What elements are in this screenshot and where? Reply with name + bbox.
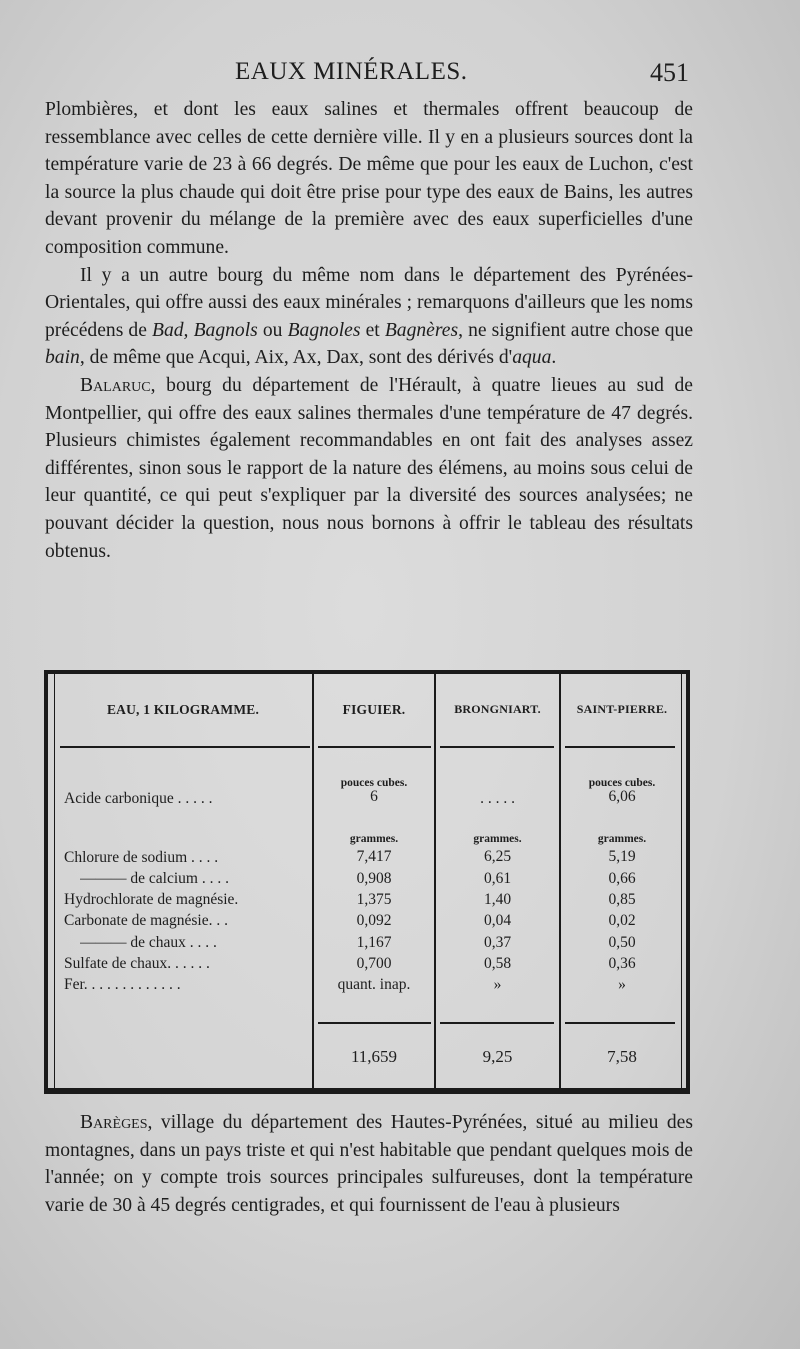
analysis-table — [44, 670, 690, 1094]
total-rule-c2 — [440, 1022, 554, 1024]
row-label-chlorure-sodium: Chlorure de sodium . . . . — [64, 849, 219, 866]
total-saint-pierre: 7,58 — [607, 1047, 637, 1066]
value-saint-pierre-chlorure-sodium: 5,19 — [608, 848, 636, 865]
row-label-sulfate-chaux: Sulfate de chaux. . . . . . — [64, 955, 210, 972]
value-brongniart-carbonate-chaux: 0,37 — [483, 934, 512, 951]
header-rule-c2 — [440, 746, 554, 748]
page-number: 451 — [650, 58, 689, 87]
value-brongniart-hydrochlorate-magnesie: 1,40 — [483, 891, 512, 908]
header-eau-kilogramme: EAU, 1 KILOGRAMME. — [106, 702, 260, 717]
unit-pouces-cubes-figuier: pouces cubes. — [340, 777, 408, 789]
unit-grammes-saint-pierre: grammes. — [597, 833, 647, 845]
header-brongniart: BRONGNIART. — [454, 702, 541, 716]
paragraph-bourg-text-d: et — [360, 319, 385, 341]
header-rule-label — [60, 746, 310, 748]
paragraph-bareges — [45, 1109, 693, 1219]
table-divider-3 — [559, 674, 561, 1088]
value-figuier-hydrochlorate-magnesie: 1,375 — [356, 891, 392, 908]
value-figuier-chlorure-calcium: 0,908 — [356, 870, 392, 887]
value-saint-pierre-chlorure-calcium: 0,66 — [608, 870, 636, 887]
header-rule-c1 — [318, 746, 431, 748]
unit-pouces-cubes-saint-pierre: pouces cubes. — [588, 777, 656, 789]
table-inner-border-left — [54, 674, 55, 1088]
word-bagnoles: Bagnoles — [287, 319, 361, 341]
word-bagnols: Bagnols — [193, 319, 258, 341]
row-label-hydrochlorate-magnesie: Hydrochlorate de magnésie. — [64, 891, 239, 908]
bareges-lead: Barèges — [80, 1112, 148, 1133]
total-brongniart: 9,25 — [482, 1047, 513, 1066]
value-brongniart-fer: » — [493, 976, 502, 993]
paragraph-bourg-text-a: Il y a un autre bourg du même nom dans le département des Pyrénées-Orientales, qui offre aussi des eaux minérales ; remarquons d'ailleurs que les noms précédens de — [45, 264, 693, 341]
row-label-carbonate-chaux: ——— de chaux . . . . — [80, 934, 217, 951]
paragraph-bourg — [45, 262, 693, 372]
paragraph-bourg-text-g: . — [551, 347, 557, 369]
total-rule-c1 — [318, 1022, 431, 1024]
value-brongniart-chlorure-calcium: 0,61 — [483, 870, 512, 887]
value-figuier-carbonate-magnesie: 0,092 — [356, 912, 392, 929]
header-figuier: FIGUIER. — [342, 702, 406, 717]
value-saint-pierre-acide-carbonique: 6,06 — [608, 788, 636, 805]
word-bain: bain — [45, 347, 80, 369]
paragraph-bourg-text-f: , de même que Acqui, Aix, Ax, Dax, sont des dérivés d' — [79, 347, 513, 369]
value-figuier-chlorure-sodium: 7,417 — [356, 848, 392, 865]
value-figuier-acide-carbonique: 6 — [370, 788, 378, 805]
total-figuier: 11,659 — [350, 1047, 398, 1066]
word-bad: Bad, — [152, 319, 189, 341]
header-rule-c3 — [565, 746, 675, 748]
value-saint-pierre-fer: » — [618, 976, 626, 993]
value-brongniart-sulfate-chaux: 0,58 — [483, 955, 512, 972]
paragraph-bourg-text-c: ou — [257, 319, 288, 341]
value-brongniart-carbonate-magnesie: 0,04 — [483, 912, 512, 929]
word-bagneres: Bagnères — [384, 319, 459, 341]
table-divider-2 — [434, 674, 436, 1088]
value-saint-pierre-carbonate-chaux: 0,50 — [608, 934, 636, 951]
paragraph-plombieres: Plombières, et dont les eaux salines et thermales offrent beaucoup de ressemblance avec celles de cette dernière ville. Il y en a plusieurs sources dont la température varie de 23 à 66 degrés. De même que pour les eaux de Luchon, c'est la source la plus chaude qui doit être prise pour type des eaux de Bains, les autres devant provenir du mélange de la première avec des eaux superficielles d'une composition commune. — [45, 99, 693, 258]
running-title: EAUX MINÉRALES. — [235, 58, 468, 85]
value-figuier-sulfate-chaux: 0,700 — [356, 955, 392, 972]
paragraph-bourg-text-e: , ne signifient autre chose que — [458, 319, 694, 341]
value-brongniart-chlorure-sodium: 6,25 — [483, 848, 512, 865]
paragraph-balaruc — [45, 372, 693, 565]
row-label-chlorure-calcium: ——— de calcium . . . . — [80, 870, 229, 887]
total-rule-c3 — [565, 1022, 675, 1024]
word-aqua: aqua — [512, 347, 552, 369]
value-brongniart-acide-carbonique: . . . . . — [480, 790, 515, 807]
page-header — [0, 58, 800, 94]
value-figuier-carbonate-chaux: 1,167 — [356, 934, 392, 951]
bareges-text: , village du département des Hautes-Pyrénées, situé au milieu des montagnes, dans un pays triste et qui n'est habitable que pendant quelques mois de l'année; on y compte trois sources principales sulfureuses, dont la température varie de 30 à 45 degrés centigrades, et qui fournissent de l'eau à plusieurs — [45, 1112, 693, 1216]
row-label-acide-carbonique: Acide carbonique . . . . . — [64, 790, 213, 807]
balaruc-lead: Balaruc — [80, 374, 151, 396]
body-text-bottom — [45, 1109, 693, 1219]
header-saint-pierre: SAINT-PIERRE. — [576, 702, 668, 716]
value-saint-pierre-sulfate-chaux: 0,36 — [608, 955, 636, 972]
body-text-top — [45, 96, 693, 565]
value-saint-pierre-hydrochlorate-magnesie: 0,85 — [608, 891, 636, 908]
unit-grammes-figuier: grammes. — [349, 833, 399, 845]
unit-grammes-brongniart: grammes. — [473, 833, 522, 845]
balaruc-text: , bourg du département de l'Hérault, à quatre lieues au sud de Montpellier, qui offre des eaux salines thermales d'une température de 47 degrés. Plusieurs chimistes également recommandables en ont fait des analyses assez différentes, sinon sous le rapport de la nature des élémens, au moins sous celui de leur quantité, ce qui peut s'expliquer par la diversité des sources analysées; ne pouvant décider la question, nous nous bornons à offrir le tableau des résultats obtenus. — [45, 374, 693, 562]
value-saint-pierre-carbonate-magnesie: 0,02 — [608, 912, 636, 929]
value-figuier-fer: quant. inap. — [337, 976, 411, 993]
row-label-carbonate-magnesie: Carbonate de magnésie. . . — [64, 912, 228, 929]
row-label-fer: Fer. . . . . . . . . . . . . — [64, 976, 181, 993]
